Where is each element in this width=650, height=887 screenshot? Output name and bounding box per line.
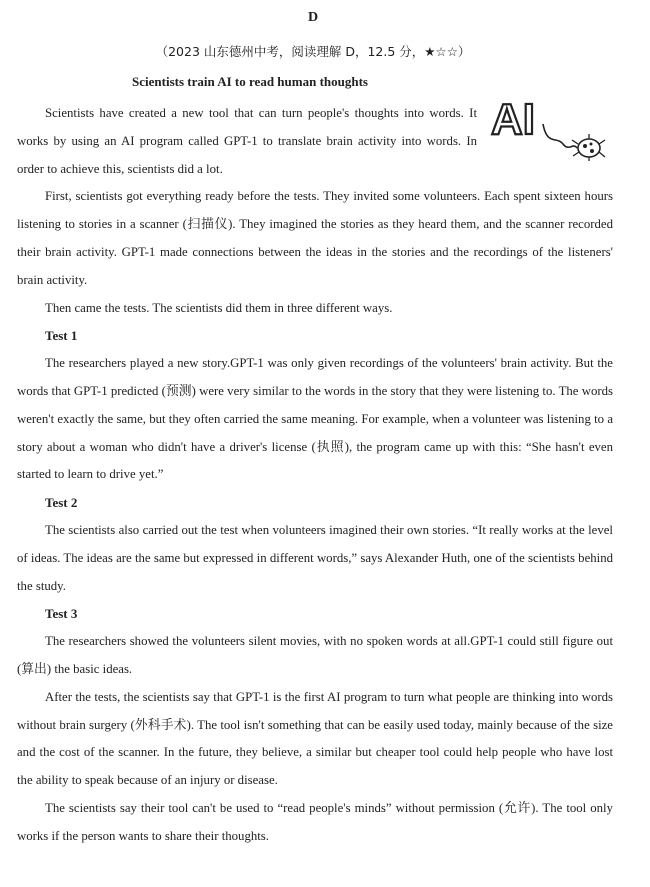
test-2-text: The scientists also carried out the test when volunteers imagined their own stories. “It really works at the level of ideas. The ideas are the same but expressed in different words,” says Alexander Huth, one of the scientists behind the study. (17, 522, 613, 593)
test-1-text: The researchers played a new story.GPT-1 was only given recordings of the volunteers' brain activity. But the words that GPT-1 predicted (预测) were very similar to the words in the story that they were listening to. The words weren't exactly the same, but they often carried the same meaning. For example, when a volunteer was listening to a story about a woman who didn't have a driver's license (执照), the program came up with this: “She hasn't even started to learn to drive yet.” (17, 356, 613, 482)
paragraph-intro: Scientists have created a new tool that can turn people's thoughts into words. It works by using an AI program called GPT-1 to translate brain activity into words. In order to achieve this, scientists did a lot. (17, 106, 477, 176)
paragraph-tests-intro: Then came the tests. The scientists did them in three different ways. (45, 300, 393, 315)
ai-logo-text: AI (491, 95, 535, 144)
paragraph-preparation: First, scientists got everything ready before the tests. They invited some volunteers. Each spent sixteen hours listening to stories in a scanner (扫描仪). They imagined the stories as they heard them, and the scanner recorded their brain activity. GPT-1 made connections between the ideas in the stories and the recordings of the listeners' brain activity. (17, 189, 613, 287)
test-2-heading: Test 2 (45, 495, 78, 511)
article-body (17, 95, 613, 851)
test-3-text: The researchers showed the volunteers silent movies, with no spoken words at all.GPT-1 could still figure out (算出) the basic ideas. (17, 634, 613, 676)
section-label: D (307, 10, 319, 25)
ai-logo (485, 95, 613, 162)
test-1-heading: Test 1 (45, 328, 78, 344)
logo-wire (543, 124, 577, 148)
test-3-heading: Test 3 (45, 606, 78, 622)
paragraph-permission: The scientists say their tool can't be used to “read people's minds” without permission (允许). The tool only works if the person wants to share their thoughts. (17, 800, 613, 843)
ai-logo-graphic (485, 94, 613, 166)
source-note: （2023 山东德州中考，阅读理解 D，12.5 分，★☆☆） (155, 44, 471, 59)
article-title: Scientists train AI to read human thoughts (132, 74, 368, 89)
paragraph-after-tests: After the tests, the scientists say that GPT-1 is the first AI program to turn what people are thinking into words without brain surgery (外科手术). The tool isn't something that can be easily used today, mainly because of the size and the cost of the scanner. In the future, they believe, a similar but cheaper tool could help people who have lost the ability to speak because of an injury or disease. (17, 689, 613, 788)
